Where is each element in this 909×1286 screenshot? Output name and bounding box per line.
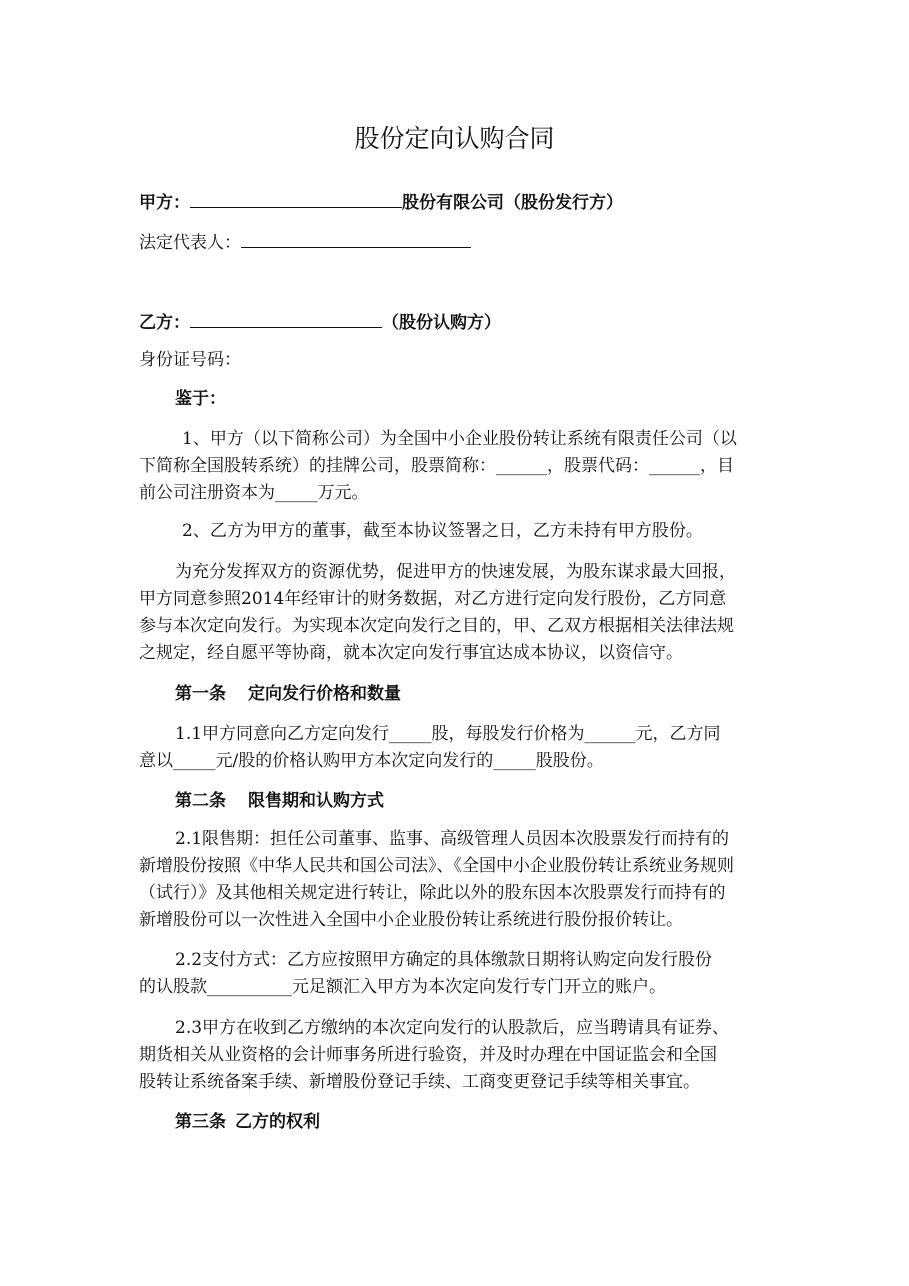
article-2-heading — [175, 791, 384, 811]
article-2-p1-line-1: 2.1限售期：担任公司董事、监事、高级管理人员因本次股票发行而持有的 — [175, 829, 730, 849]
document-title: 股份定向认购合同 — [354, 124, 555, 153]
party-a-suffix: 股份有限公司（股份发行方） — [402, 193, 623, 213]
whereas-label: 鉴于： — [175, 389, 226, 409]
legal-rep-blank — [241, 231, 471, 248]
legal-rep-line — [139, 231, 471, 253]
party-b-line — [139, 311, 501, 333]
party-a-label: 甲方： — [139, 193, 190, 213]
party-a-line — [139, 191, 623, 213]
article-2-p1-line-2: 新增股份按照《中华人民共和国公司法》、《全国中小企业股份转让系统业务规则 — [139, 856, 734, 876]
intro-line-3: 参与本次定向发行。为实现本次定向发行之目的，甲、乙双方根据相关法律法规 — [139, 616, 734, 636]
article-2-number: 第二条 — [175, 791, 226, 811]
article-2-p1-line-4: 新增股份可以一次性进入全国中小企业股份转让系统进行股份报价转让。 — [139, 910, 683, 930]
clause-1-line-2: 下简称全国股转系统）的挂牌公司，股票简称：______，股票代码：______，目 — [139, 456, 734, 476]
legal-rep-label: 法定代表人： — [139, 233, 241, 253]
party-b-label: 乙方： — [139, 313, 190, 333]
article-2-p2-line-2: 的认股款__________元足额汇入甲方为本次定向发行专门开立的账户。 — [139, 977, 666, 997]
intro-line-1: 为充分发挥双方的资源优势，促进甲方的快速发展，为股东谋求最大回报， — [175, 562, 736, 582]
intro-line-4: 之规定，经自愿平等协商，就本次定向发行事宜达成本协议，以资信守。 — [139, 643, 683, 663]
id-number-label: 身份证号码： — [139, 350, 241, 370]
article-1-title: 定向发行价格和数量 — [248, 684, 401, 704]
party-a-name-blank — [190, 191, 402, 208]
article-1-p1-line-1: 1.1甲方同意向乙方定向发行_____股，每股发行价格为______元，乙方同 — [175, 724, 721, 744]
article-1-heading — [175, 684, 401, 704]
article-3-number: 第三条 — [175, 1112, 226, 1132]
party-b-suffix: （股份认购方） — [382, 313, 501, 333]
clause-1-line-3: 前公司注册资本为_____万元。 — [139, 483, 369, 503]
article-2-p1-line-3: （试行）》及其他相关规定进行转让，除此以外的股东因本次股票发行而持有的 — [139, 883, 726, 903]
article-2-p3-line-2: 期货相关从业资格的会计师事务所进行验资，并及时办理在中国证监会和全国 — [139, 1045, 717, 1065]
article-3-title: 乙方的权利 — [235, 1112, 320, 1132]
party-b-name-blank — [190, 311, 382, 328]
clause-1-line-1: 1、甲方（以下简称公司）为全国中小企业股份转让系统有限责任公司（以 — [182, 429, 737, 449]
article-2-p3-line-1: 2.3甲方在收到乙方缴纳的本次定向发行的认股款后，应当聘请具有证券、 — [175, 1018, 730, 1038]
intro-line-2: 甲方同意参照2014年经审计的财务数据，对乙方进行定向发行股份，乙方同意 — [139, 589, 727, 609]
article-2-p2-line-1: 2.2支付方式：乙方应按照甲方确定的具体缴款日期将认购定向发行股份 — [175, 950, 713, 970]
article-3-heading — [175, 1112, 320, 1132]
article-1-number: 第一条 — [175, 684, 226, 704]
clause-2-line: 2、乙方为甲方的董事，截至本协议签署之日，乙方未持有甲方股份。 — [182, 521, 703, 541]
article-2-p3-line-3: 股转让系统备案手续、新增股份登记手续、工商变更登记手续等相关事宜。 — [139, 1072, 700, 1092]
article-1-p1-line-2: 意以_____元/股的价格认购甲方本次定向发行的_____股股份。 — [139, 751, 604, 771]
article-2-title: 限售期和认购方式 — [248, 791, 384, 811]
